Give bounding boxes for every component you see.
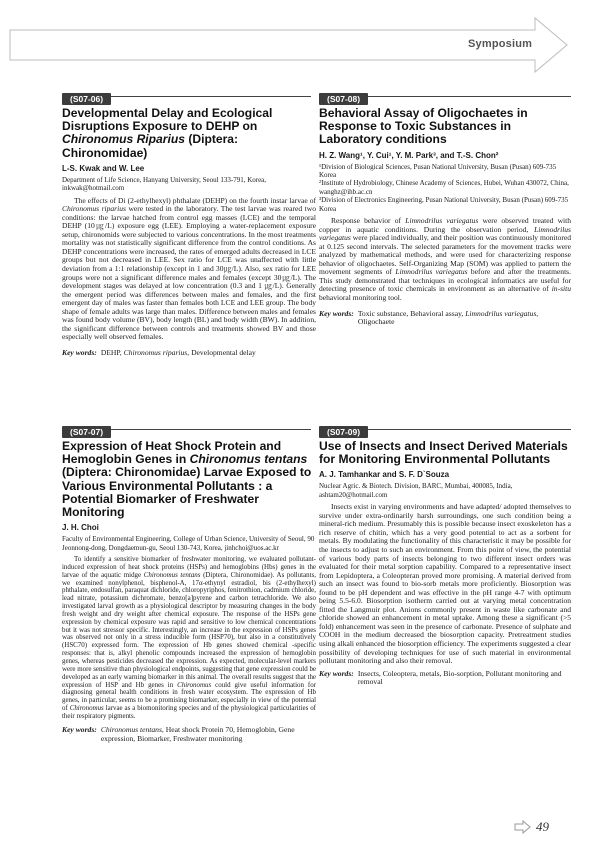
keywords-label: Key words: (319, 668, 354, 678)
keywords-text: Chironomus tentans, Heat shock Protein 70, Hemoglobin, Gene expression, Biomarker, Freshwater monitoring (100, 724, 295, 743)
paper-keywords (319, 310, 571, 328)
paper-code-badge: (S07-06) (62, 93, 111, 105)
page-number: 49 (536, 819, 549, 834)
paper-s07-07 (62, 422, 316, 743)
paper-affiliation: Department of Life Science, Hanyang University, Seoul 133-791, Korea, inkwak@hotmail.com (62, 175, 267, 193)
paper-authors: J. H. Choi (62, 523, 99, 533)
paper-keywords (62, 349, 316, 358)
keywords-label: Key words: (319, 308, 354, 318)
paper-authors: A. J. Tamhankar and S. F. D`Souza (319, 470, 450, 480)
paper-abstract: The effects of Di (2-ethylhexyl) phthalate (DEHP) on the fourth instar larvae of Chironomus riparius were tested in the laboratory. The test larvae was reared two conditions: the larvae hatched from control egg masses (LCE) and the temporal DEHP (10㎍/L) exposure egg (LEE). Employing a water-replacement exposure setup, chironomids were subjected to various concentrations. In the most treatments mortality was not statistically significant difference from the control conditions. As DEHP concentrations were increased, the rates of emerged adults decreased in LCE groups but not decreased in LEE. Sex ratio for LCE was unaffected with little deviation from a 1:1 relationship (except in 1 and 30㎍/L). Also, sex ratio for LEE groups were not a significant difference males and females (except 30㎍/L). The development stages was delayed at low concentration (0.3 and 1 ㎍/L). Generally the emergent period was differences between males and females, and the first emergent day of males was faster than females both LCE and LEE group. The body shape of female adults was large than males. Difference between males and females was found body volume (BV), body length (BL) and body width (BW). In addition, the significant difference between controls and treatments showed BV and those especially well observed females. (62, 195, 316, 342)
affiliation-line: ³Division of Electronics Engineering, Pusan National University, Busan (Pusan) 609-735 Korea (319, 196, 569, 213)
affiliation-line: ¹Division of Biological Sciences, Pusan National University, Busan (Pusan) 609-735 Korea (319, 162, 557, 180)
symposium-label: Symposium (468, 38, 533, 50)
paper-code-badge: (S07-09) (319, 426, 368, 438)
paper-title: Use of Insects and Insect Derived Materials for Monitoring Environmental Pollutants (319, 439, 568, 467)
paper-title: Developmental Delay and Ecological Disruptions Exposure to DEHP on Chironomus Riparius (Diptera: Chironomidae) (62, 106, 273, 160)
paper-authors: L-S. Kwak and W. Lee (62, 163, 145, 173)
paper-title: Expression of Heat Shock Protein and Hemoglobin Genes in Chironomus tentans (Diptera: Chironomidae) Larvae Exposed to Various Environmental Pollutants : a Potential Biomarker of Freshwater Monitoring (62, 439, 312, 520)
paper-abstract: To identify a sensitive biomarker of freshwater monitoring, we evaluated pollutant-induced expression of heat shock proteins (HSPs) and hemoglobins (Hbs) genes in the larvae of the aquatic midge Chironomus tentans (Diptera, Chironomidae). As pollutants, we examined nonylphenol, bisphenol-A, 17α-ethynyl estradiol, bis (2-ethylhexyl) phthalate, endosulfan, paraquat dichloride, chloropyriphos, fenitrothion, cadmium chloride, lead nitrate, potassium dichromate, benzo[a]pyrene and carbon tetrachloride. We also investigated larval growth as a physiological descriptor by measuring changes in the body fresh weight and dry weight after chemical exposure. The response of the HSPs gene expression by chemical exposure was rapid and sensitive to low chemical concentrations but it was not stressor specific. Interestingly, an increase in the expression of HSPs genes was observed not only in a stress inducible form (HSP70), but also in a constitutively (HSC70) expressed form. The expression of Hb genes showed chemical -specific responses: that is, alkyl phenolic compounds increased the expression of hemoglobin genes, whereas pesticides decreased the expression. As expected, molecular-level markers were more sensitive than physiological endpoints, suggesting that gene expression could be developed as an early warning biomarker in this animal. The overall results suggest that the expression of HSP and Hb genes in Chironomus could give useful information for diagnosing general health conditions in fresh water ecosystem. The expression of Hb genes, in particular, seems to be a promising biomarker, especially in view of the potential of Chironomus larvae as a biomonitoring species and of the physiological particularities of their respiratory pigments. (62, 555, 317, 720)
paper-authors: H. Z. Wang¹, Y. Cui¹, Y. M. Park³, and T.-S. Chon² (319, 150, 499, 160)
paper-code-badge: (S07-08) (319, 93, 368, 105)
paper-affiliation (319, 163, 571, 213)
keywords-text: Insects, Coleoptera, metals, Bio-sorption, Pollutant monitoring and removal (357, 668, 562, 687)
paper-keywords (319, 670, 571, 688)
paper-affiliation: Faculty of Environmental Engineering, College of Urban Science, University of Seoul, 90 Jeonnong-dong, Dongdaemun-gu, Seoul 130-743, Korea, jinhchoi@uos.ac.kr (62, 535, 315, 552)
paper-title: Behavioral Assay of Oligochaetes in Response to Toxic Substances in Laboratory conditions (319, 106, 528, 147)
affiliation-line: ²Institute of Hydrobiology, Chinese Academy of Sciences, Hubei, Wuhan 430072, China, wanghz@ihb.ac.cn (319, 179, 569, 196)
paper-affiliation: Nuclear Agric. & Biotech. Division, BARC, Mumbai, 400085, India, ashtam20@hotmail.com (319, 482, 513, 499)
paper-keywords (62, 726, 316, 744)
paper-abstract: Response behavior of Limnodrilus variegatus were observed treated with copper in aquatic conditions. During the observation period, Limnodrilus variegatus were placed individually, and their position was continuously monitored at 0.125 second intervals. The selected parameters for the movement tracks were analyzed by mathematical methods, and were used for characterizing response behavior of oligochaetes. Self-Organizing Map (SOM) was applied to pattern the movement segments of Limnodrilus variegatus before and after the treatments. This study demonstrated that techniques in ecological informatics are useful for detecting presence of toxic chemicals in environment as an alternative of in-situ behavioral monitoring tool. (319, 216, 572, 302)
paper-s07-06 (62, 89, 316, 358)
keywords-label: Key words: (62, 347, 97, 357)
paper-s07-08 (319, 89, 571, 327)
paper-abstract: Insects exist in varying environments and have adapted/ adopted themselves to survive under extra-ordinarily harsh surroundings, one such condition being a mineral-rich medium. Presumably this is possible because insect exoskeleton has a rich reserve of chitin, which has a very good potential to act as a sorbent for metals. By modulating the functionality of this characteristic it may be possible for the insects to adjust to such an environment. From this point of view, the potential of various body parts of insects belonging to two different insect orders was evaluated for their metal sorption capability. Compared to a representative insect from Lepidoptera, a Coleopteran proved more promising. A material derived from such an insect was found to bio-sorb metals more proficiently. Biosorption was found to be pH dependent and was effective in the pH range 4-7 with optimum being 5.5-6.0. Biosorption isotherm carried out at varying metal concentration fitted the Langmuir plot. Anions commonly present in waste like carbonate and chloride showed an enhancement in metal uptake. Among these a significant (>5 fold) enhancement was seen in the presence of carbonate. Presence of sulphate and COOH in the medium decreased the biosorption capacity. Pretreatment studies using alkali enhanced the biosorption efficiency. The experiments suggested a clear possibility of developing techniques for use of such material in environmental pollutant monitoring and also their removal. (319, 502, 571, 666)
keywords-text: DEHP, Chironomus riparius, Developmental delay (100, 347, 256, 357)
keywords-text: Toxic substance, Behavioral assay, Limnodrilus variegatus, Oligochaete (357, 308, 539, 327)
paper-code-badge: (S07-07) (62, 426, 111, 438)
keywords-label: Key words: (62, 724, 97, 734)
page-arrow-icon (514, 820, 532, 834)
paper-s07-09 (319, 422, 571, 687)
